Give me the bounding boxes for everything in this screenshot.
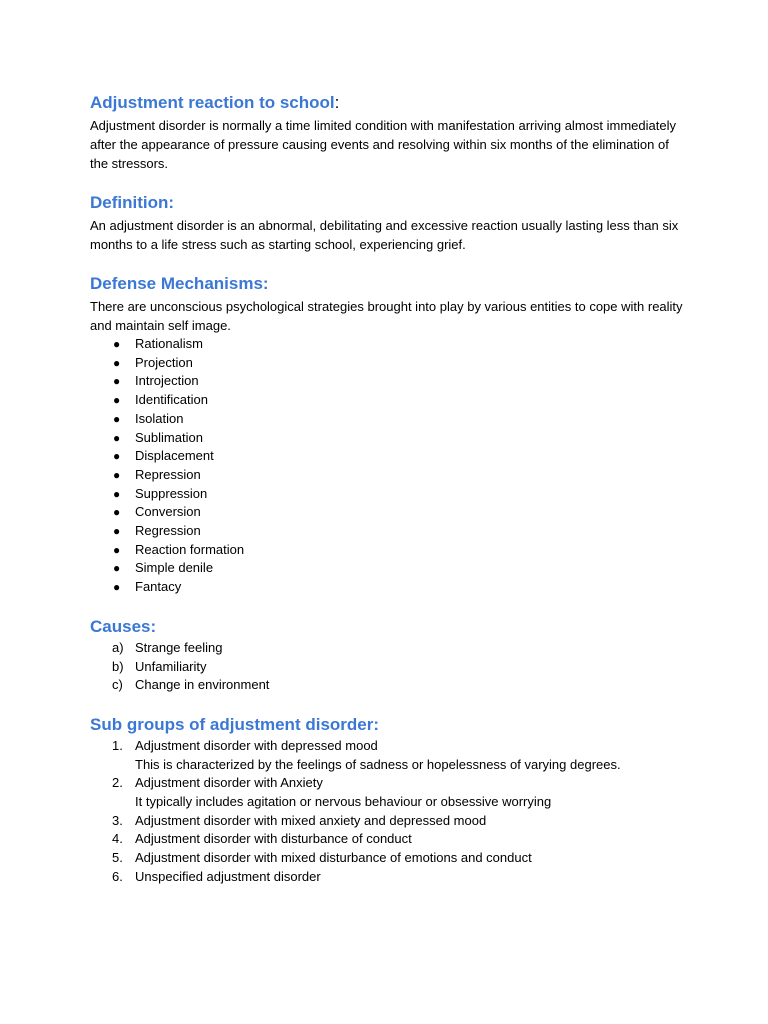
list-item bbox=[90, 541, 690, 560]
list-item bbox=[90, 849, 690, 868]
list-item bbox=[90, 335, 690, 354]
list-marker: 3. bbox=[112, 812, 123, 828]
section-heading-adjustment: Adjustment reaction to school: bbox=[90, 93, 340, 112]
list-item-text: Change in environment bbox=[135, 677, 270, 693]
section-heading-definition: Definition: bbox=[90, 193, 175, 212]
list-item bbox=[90, 429, 690, 448]
bullet-icon: ● bbox=[113, 561, 121, 576]
section-heading-causes: Causes: bbox=[90, 616, 157, 636]
list-item bbox=[90, 639, 690, 658]
list-item bbox=[90, 676, 690, 695]
list-item-text: Adjustment disorder with mixed disturbance of emotions and conduct bbox=[135, 850, 532, 866]
causes-list bbox=[90, 639, 690, 695]
list-item-text: Repression bbox=[135, 466, 201, 482]
list-item-text: Adjustment disorder with disturbance of conduct bbox=[135, 831, 412, 847]
section-subgroups bbox=[90, 714, 690, 887]
section-heading-subgroups: Sub groups of adjustment disorder: bbox=[90, 714, 380, 734]
bullet-icon: ● bbox=[113, 411, 121, 426]
section-body-definition: An adjustment disorder is an abnormal, debilitating and excessive reaction usually lasting less than six months to a life stress such as starting school, experiencing grief. bbox=[90, 218, 679, 252]
list-item-text: Adjustment disorder with depressed mood bbox=[135, 737, 378, 753]
list-item-text: Sublimation bbox=[135, 429, 203, 445]
section-definition bbox=[90, 192, 690, 254]
bullet-icon: ● bbox=[113, 524, 121, 539]
list-item bbox=[90, 485, 690, 504]
bullet-icon: ● bbox=[113, 449, 121, 464]
bullet-icon: ● bbox=[113, 467, 121, 482]
bullet-icon: ● bbox=[113, 486, 121, 501]
bullet-icon: ● bbox=[113, 542, 121, 557]
list-item bbox=[90, 578, 690, 597]
section-body-defense: There are unconscious psychological strategies brought into play by various entities to cope with reality and maintain self image. bbox=[90, 299, 683, 333]
list-item-text: Unspecified adjustment disorder bbox=[135, 868, 321, 884]
list-item-text: Regression bbox=[135, 523, 201, 539]
bullet-icon: ● bbox=[113, 355, 121, 370]
list-item-text: Isolation bbox=[135, 410, 184, 426]
list-item-text: Fantacy bbox=[135, 579, 182, 595]
list-marker: b) bbox=[112, 658, 124, 674]
list-item bbox=[90, 737, 690, 774]
list-item-text: Adjustment disorder with Anxiety bbox=[135, 775, 323, 791]
list-marker: 4. bbox=[112, 831, 123, 847]
list-item-text: Simple denile bbox=[135, 560, 214, 576]
list-item-text: Adjustment disorder with mixed anxiety and depressed mood bbox=[135, 812, 487, 828]
list-marker: a) bbox=[112, 639, 124, 655]
list-item-text: Rationalism bbox=[135, 336, 203, 351]
list-item bbox=[90, 354, 690, 373]
section-adjustment bbox=[90, 92, 690, 173]
list-item bbox=[90, 391, 690, 410]
list-item-text: Identification bbox=[135, 392, 208, 408]
list-marker: 1. bbox=[112, 737, 123, 753]
section-defense bbox=[90, 273, 690, 597]
bullet-icon: ● bbox=[113, 580, 121, 595]
list-item bbox=[90, 372, 690, 391]
list-item-description: This is characterized by the feelings of sadness or hopelessness of varying degrees. bbox=[135, 756, 621, 772]
list-item bbox=[90, 447, 690, 466]
list-item bbox=[90, 774, 690, 811]
list-item-text: Projection bbox=[135, 354, 193, 370]
list-marker: c) bbox=[112, 677, 123, 693]
section-heading-defense: Defense Mechanisms: bbox=[90, 274, 269, 293]
list-item bbox=[90, 410, 690, 429]
bullet-icon: ● bbox=[113, 505, 121, 520]
list-item-description: It typically includes agitation or nervous behaviour or obsessive worrying bbox=[135, 794, 552, 810]
document-content bbox=[90, 92, 690, 887]
list-item bbox=[90, 559, 690, 578]
bullet-icon: ● bbox=[113, 430, 121, 445]
bullet-icon: ● bbox=[113, 393, 121, 408]
list-item bbox=[90, 830, 690, 849]
list-item bbox=[90, 812, 690, 831]
defense-mechanisms-list bbox=[90, 335, 690, 597]
list-item-text: Conversion bbox=[135, 504, 201, 520]
list-item bbox=[90, 868, 690, 887]
list-item bbox=[90, 503, 690, 522]
section-body-adjustment: Adjustment disorder is normally a time limited condition with manifestation arriving almost immediately after the appearance of pressure causing events and resolving within six months of the elimination of the stressors. bbox=[90, 118, 676, 171]
bullet-icon: ● bbox=[113, 337, 121, 351]
list-item bbox=[90, 658, 690, 677]
list-item-text: Strange feeling bbox=[135, 639, 223, 655]
list-marker: 2. bbox=[112, 775, 123, 791]
list-item-text: Suppression bbox=[135, 485, 208, 501]
list-item bbox=[90, 466, 690, 485]
list-item-text: Reaction formation bbox=[135, 541, 245, 557]
section-causes bbox=[90, 616, 690, 695]
list-marker: 6. bbox=[112, 868, 123, 884]
list-marker: 5. bbox=[112, 850, 123, 866]
list-item bbox=[90, 522, 690, 541]
list-item-text: Unfamiliarity bbox=[135, 658, 207, 674]
list-item-text: Introjection bbox=[135, 373, 199, 389]
bullet-icon: ● bbox=[113, 374, 121, 389]
subgroups-list bbox=[90, 737, 690, 887]
list-item-text: Displacement bbox=[135, 448, 214, 464]
